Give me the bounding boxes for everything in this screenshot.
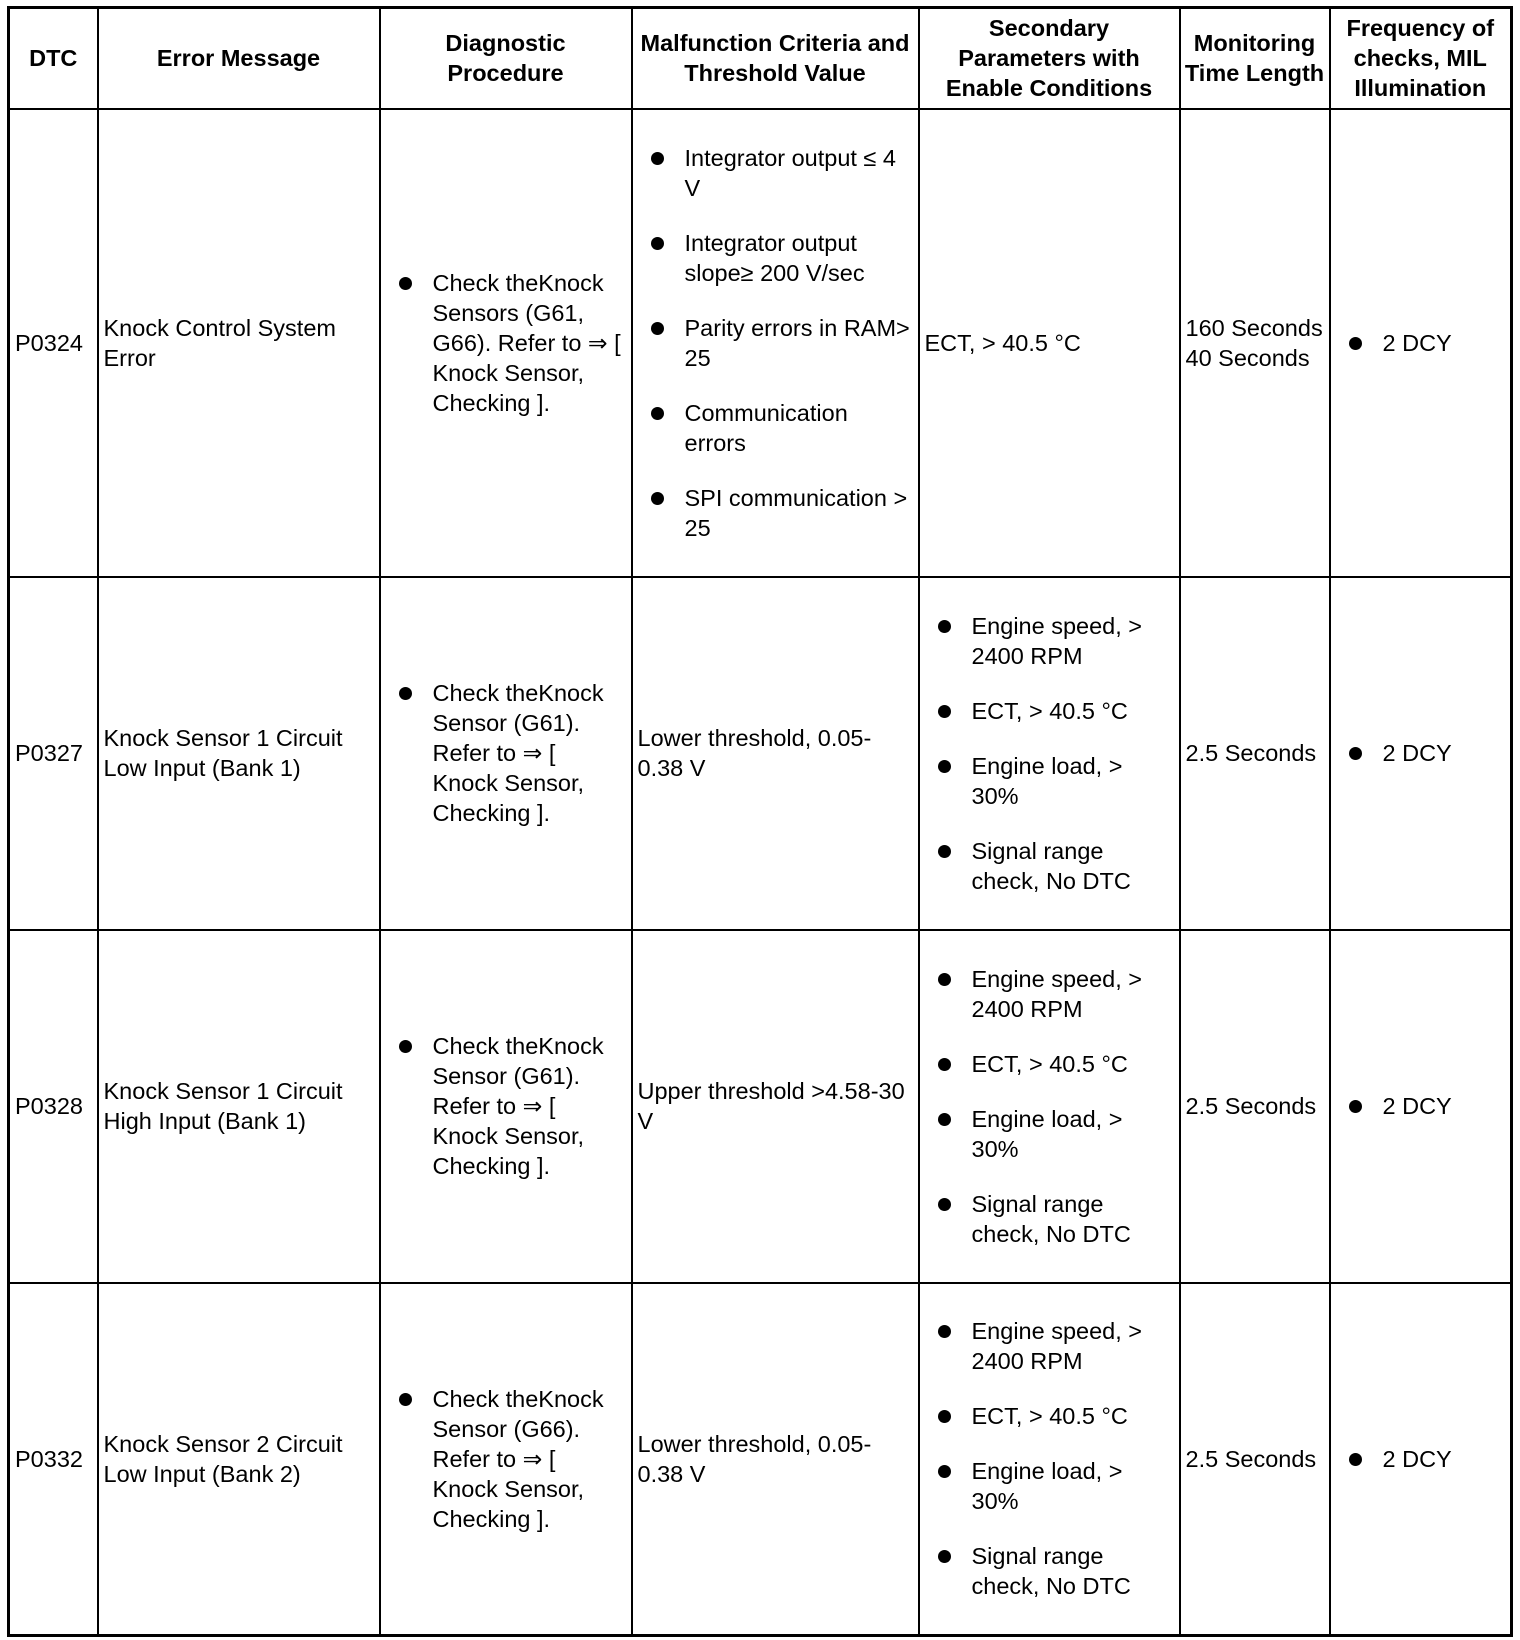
frequency-item: 2 DCY [1331,1444,1509,1474]
dtc-code: P0327 [9,577,98,930]
parameter-item: ECT, > 40.5 °C [920,1401,1177,1431]
procedure-item: Check theKnock Sensors (G61, G66). Refer to ⇒ [ Knock Sensor, Checking ]. [381,268,629,418]
error-message: Knock Sensor 2 Circuit Low Input (Bank 2) [98,1283,380,1636]
procedure-item: Check theKnock Sensor (G66). Refer to ⇒ [ Knock Sensor, Checking ]. [381,1384,629,1534]
secondary-parameters [919,577,1180,930]
diagnostic-procedure [380,109,632,577]
secondary-parameters [919,930,1180,1283]
dtc-code: P0332 [9,1283,98,1636]
header-error-message: Error Message [98,8,380,109]
monitoring-time: 2.5 Seconds [1180,930,1330,1283]
parameter-item: Engine speed, > 2400 RPM [920,964,1177,1024]
monitoring-time: 160 Seconds 40 Seconds [1180,109,1330,577]
dtc-code: P0324 [9,109,98,577]
parameter-item: ECT, > 40.5 °C [920,696,1177,726]
diagnostic-procedure [380,577,632,930]
parameter-item: Signal range check, No DTC [920,1189,1177,1249]
table-header-row [9,8,1512,109]
parameter-item: Engine speed, > 2400 RPM [920,611,1177,671]
frequency-item: 2 DCY [1331,328,1509,358]
malfunction-criteria: Upper threshold >4.58-30 V [632,930,919,1283]
table-row [9,930,1512,1283]
table-row [9,1283,1512,1636]
error-message: Knock Control System Error [98,109,380,577]
diagnostic-procedure [380,930,632,1283]
procedure-item: Check theKnock Sensor (G61). Refer to ⇒ [ Knock Sensor, Checking ]. [381,1031,629,1181]
secondary-parameters: ECT, > 40.5 °C [919,109,1180,577]
monitoring-time: 2.5 Seconds [1180,577,1330,930]
header-secondary-parameters: Secondary Parameters with Enable Conditions [919,8,1180,109]
error-message: Knock Sensor 1 Circuit Low Input (Bank 1) [98,577,380,930]
criteria-item: SPI communication > 25 [633,483,916,543]
table-row [9,577,1512,930]
parameter-item: Engine speed, > 2400 RPM [920,1316,1177,1376]
header-frequency: Frequency of checks, MIL Illumination [1330,8,1512,109]
malfunction-criteria: Lower threshold, 0.05-0.38 V [632,577,919,930]
parameter-item: Signal range check, No DTC [920,1541,1177,1601]
parameter-item: ECT, > 40.5 °C [920,1049,1177,1079]
parameter-item: Engine load, > 30% [920,751,1177,811]
dtc-table [7,6,1513,1637]
parameter-item: Engine load, > 30% [920,1104,1177,1164]
diagnostic-procedure [380,1283,632,1636]
parameter-item: Engine load, > 30% [920,1456,1177,1516]
dtc-code: P0328 [9,930,98,1283]
table-row [9,109,1512,577]
frequency [1330,577,1512,930]
error-message: Knock Sensor 1 Circuit High Input (Bank 1) [98,930,380,1283]
frequency-item: 2 DCY [1331,1091,1509,1121]
frequency-item: 2 DCY [1331,738,1509,768]
criteria-item: Integrator output slope≥ 200 V/sec [633,228,916,288]
criteria-item: Communication errors [633,398,916,458]
parameter-item: Signal range check, No DTC [920,836,1177,896]
criteria-item: Integrator output ≤ 4 V [633,143,916,203]
secondary-parameters [919,1283,1180,1636]
frequency [1330,930,1512,1283]
malfunction-criteria: Lower threshold, 0.05-0.38 V [632,1283,919,1636]
frequency [1330,109,1512,577]
monitoring-time: 2.5 Seconds [1180,1283,1330,1636]
header-diagnostic-procedure: Diagnostic Procedure [380,8,632,109]
procedure-item: Check theKnock Sensor (G61). Refer to ⇒ [ Knock Sensor, Checking ]. [381,678,629,828]
malfunction-criteria [632,109,919,577]
criteria-item: Parity errors in RAM> 25 [633,313,916,373]
header-malfunction-criteria: Malfunction Criteria and Threshold Value [632,8,919,109]
header-monitoring-time: Monitoring Time Length [1180,8,1330,109]
header-dtc: DTC [9,8,98,109]
frequency [1330,1283,1512,1636]
